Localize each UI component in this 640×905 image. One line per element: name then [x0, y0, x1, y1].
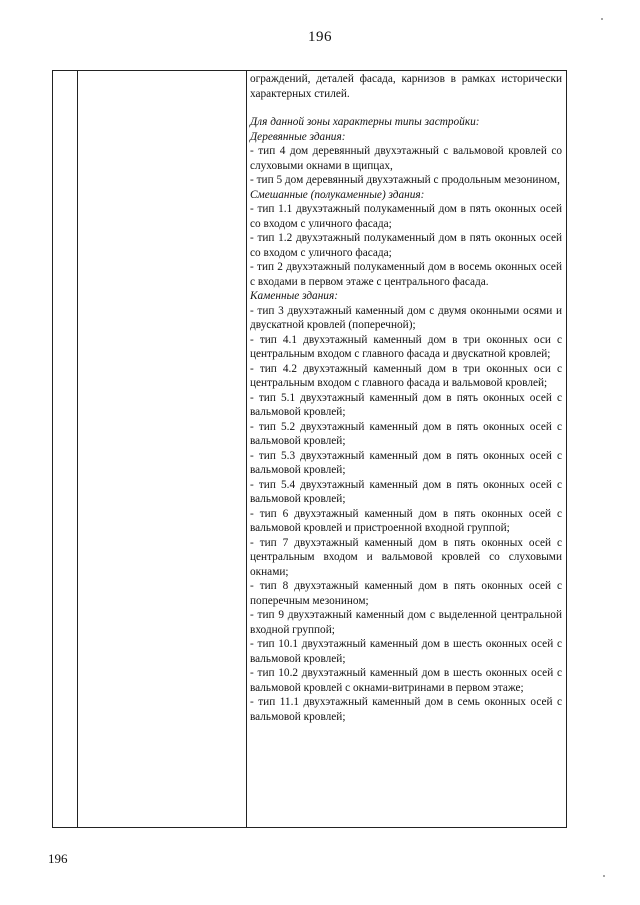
list-item: - тип 11.1 двухэтажный каменный дом в семь оконных осей с вальмовой кровлей;: [250, 696, 562, 723]
section-heading: Для данной зоны характерны типы застройки:: [250, 116, 480, 128]
list-item: - тип 5.4 двухэтажный каменный дом в пять оконных осей с вальмовой кровлей;: [250, 478, 562, 505]
list-item: - тип 1.1 двухэтажный полукаменный дом в пять оконных осей со входом с уличного фасада;: [250, 203, 562, 230]
list-item: - тип 10.1 двухэтажный каменный дом в шесть оконных осей с вальмовой кровлей;: [250, 638, 562, 665]
list-item: - тип 5.2 двухэтажный каменный дом в пять оконных осей с вальмовой кровлей;: [250, 420, 562, 447]
list-item: - тип 5.3 двухэтажный каменный дом в пять оконных осей с вальмовой кровлей;: [250, 449, 562, 476]
section-heading: Деревянные здания:: [250, 130, 346, 143]
list-item: - тип 4.2 двухэтажный каменный дом в три оконных оси с центральным входом с главного фасада и вальмовой кровлей;: [250, 362, 562, 389]
list-item: - тип 9 двухэтажный каменный дом с выделенной центральной входной группой;: [250, 609, 562, 636]
table-column-divider-1: [77, 71, 78, 827]
table-text-cell: [250, 72, 562, 724]
list-item: - тип 10.2 двухэтажный каменный дом в шесть оконных осей с вальмовой кровлей с окнами-витринами в первом этаже;: [250, 667, 562, 694]
page-number-top: 196: [308, 29, 332, 45]
blank-line: [250, 101, 562, 115]
list-item: - тип 8 двухэтажный каменный дом в пять оконных осей с поперечным мезонином;: [250, 580, 562, 607]
list-item: - тип 7 двухэтажный каменный дом в пять оконных осей с центральным входом и вальмовой кровлей со слуховыми окнами;: [250, 536, 562, 578]
list-item: - тип 4 дом деревянный двухэтажный с вальмовой кровлей со слуховыми окнами в щипцах,: [250, 145, 562, 172]
list-item: - тип 5 дом деревянный двухэтажный с продольным мезонином,: [250, 174, 560, 186]
document-table: [52, 70, 567, 828]
scan-speck: [601, 18, 603, 20]
table-column-divider-2: [246, 71, 247, 827]
section-heading: Каменные здания:: [250, 290, 338, 302]
list-item: - тип 6 двухэтажный каменный дом в пять оконных осей с вальмовой кровлей и пристроенной входной группой;: [250, 507, 562, 534]
section-heading: Смешанные (полукаменные) здания:: [250, 188, 425, 201]
list-item: - тип 1.2 двухэтажный полукаменный дом в пять оконных осей со входом с уличного фасада;: [250, 232, 562, 259]
scan-speck: [603, 875, 605, 877]
page-number-bottom: 196: [48, 851, 68, 866]
list-item: - тип 2 двухэтажный полукаменный дом в восемь оконных осей с входами в первом этаже с центрального фасада.: [250, 261, 562, 288]
list-item: - тип 4.1 двухэтажный каменный дом в три оконных оси с центральным входом с главного фасада и двускатной кровлей;: [250, 333, 562, 360]
list-item: - тип 3 двухэтажный каменный дом с двумя оконными осями и двускатной кровлей (поперечной);: [250, 304, 562, 331]
list-item: ограждений, деталей фасада, карнизов в рамках исторически характерных стилей.: [250, 73, 562, 100]
list-item: - тип 5.1 двухэтажный каменный дом в пять оконных осей с вальмовой кровлей;: [250, 391, 562, 418]
